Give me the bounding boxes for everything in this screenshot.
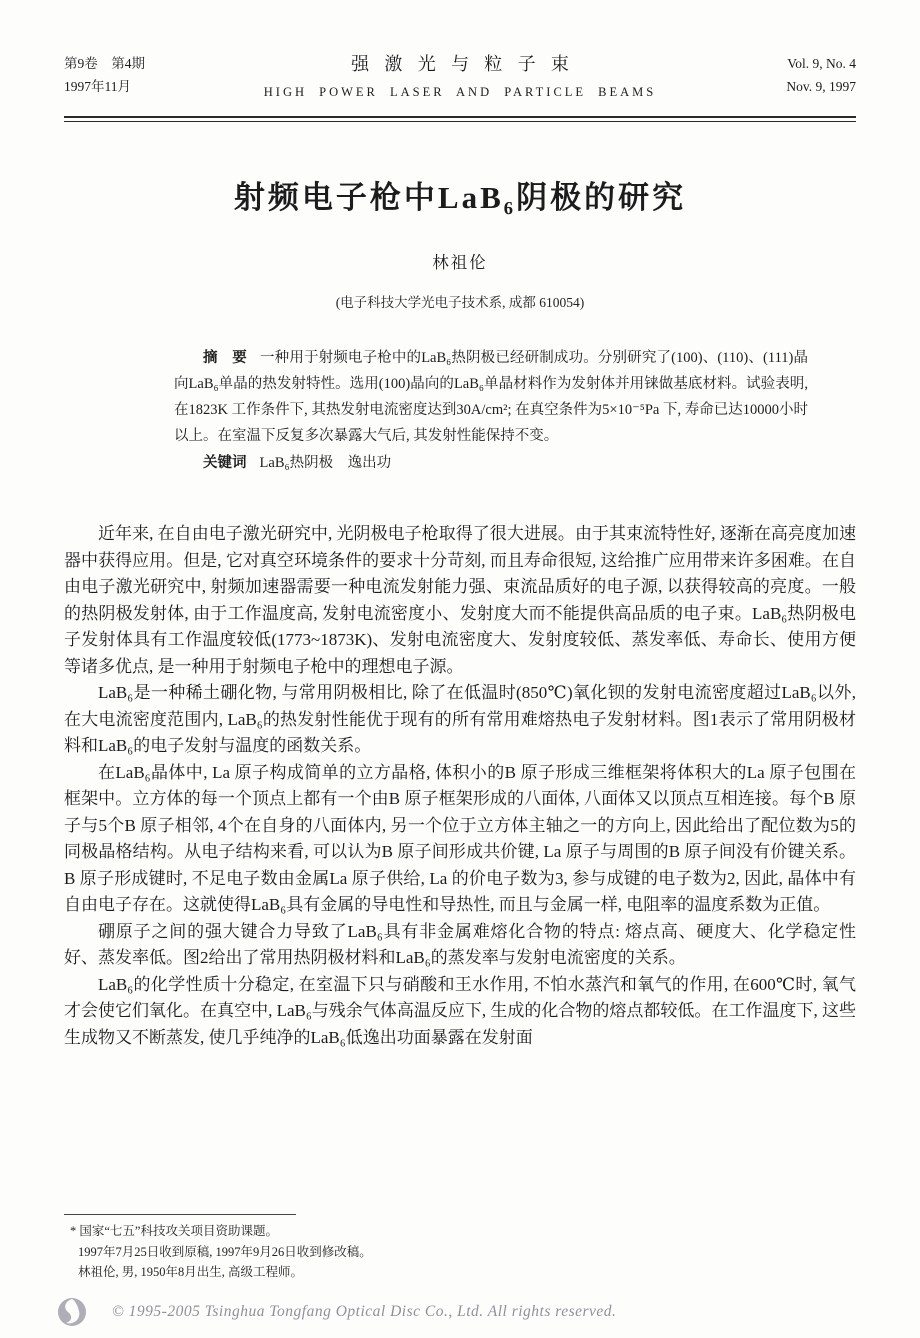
page-title: 射频电子枪中LaB₆阴极的研究 [233, 180, 687, 215]
header-volume-issue-cn [64, 52, 234, 98]
body-paragraph-2: LaB₆是一种稀土硼化物, 与常用阴极相比, 除了在低温时(850℃)氧化钡的发射电流密度超过LaB₆以外, 在大电流密度范围内, LaB₆的热发射性能优于现有的所有常用难熔热电子发射材料。图1表示了常用阴极材料和LaB₆的电子发射与温度的函数关系。 [64, 683, 856, 755]
abstract-text: 一种用于射频电子枪中的LaB₆热阴极已经研制成功。分别研究了(100)、(110)、(111)晶向LaB₆单晶的热发射特性。选用(100)晶向的LaB₆单晶材料作为发射体并用铼做基底材料。试验表明, 在1823K 工作条件下, 其热发射电流密度达到30A/cm²; 在真空条件为5×10⁻⁵Pa 下, 寿命已达10000小时以上。在室温下反复多次暴露大气后, 其发射性能保持不变。 [174, 350, 809, 444]
volume-issue-cn: 第9卷 第4期 [64, 56, 145, 71]
header-volume-issue-en [686, 52, 856, 98]
journal-header [64, 52, 856, 104]
journal-title-block [234, 52, 686, 104]
body-paragraph-1: 近年来, 在自由电子激光研究中, 光阴极电子枪取得了很大进展。由于其束流特性好, 逐渐在高亮度加速器中获得应用。但是, 它对真空环境条件的要求十分苛刻, 而且寿命很短, 这给推广应用带来许多困难。在自由电子激光研究中, 射频加速器需要一种电流发射能力强、束流品质好的电子源, 以获得较高的亮度。一般的热阴极发射体, 由于工作温度高, 发射电流密度小、发射度大而不能提供高品质的电子束。LaB₆热阴极电子发射体具有工作温度较低(1773~1873K)、发射电流密度大、发射度较低、蒸发率低、寿命长、使用方便等诸多优点, 是一种用于射频电子枪中的理想电子源。 [64, 524, 856, 676]
abstract-section [174, 345, 808, 476]
header-rule-thin [64, 121, 856, 122]
header-rule-thick [64, 116, 856, 118]
footnote-divider [64, 1214, 296, 1215]
publisher-footer [0, 1286, 920, 1338]
body-paragraph-5: LaB₆的化学性质十分稳定, 在室温下只与硝酸和王水作用, 不怕水蒸汽和氧气的作用, 在600℃时, 氧气才会使它们氧化。在真空中, LaB₆与残余气体高温反应下, 生成的化合物的熔点都较低。在工作温度下, 这些生成物又不断蒸发, 使几乎纯净的LaB₆低逸出功面暴露在发射面 [64, 974, 856, 1047]
author-affiliation: (电子科技大学光电子技术系, 成都 610054) [335, 295, 585, 310]
body-paragraph-3: 在LaB₆晶体中, La 原子构成简单的立方晶格, 体积小的B 原子形成三维框架将体积大的La 原子包围在框架中。立方体的每一个顶点上都有一个由B 原子框架形成的八面体, 八面体又以顶点互相连接。每个B 原子与5个B 原子相邻, 4个在自身的八面体内, 另一个位于立方体主轴之一的方向上, 因此给出了配位数为5的同极晶格结构。从电子结构来看, 可以认为B 原子间形成共价键, La 原子与周围的B 原子间没有价键关系。B 原子形成键时, 不足电子数由金属La 原子供给, La 的价电子数为3, 参与成键的电子数为2, 因此, 晶体中有自由电子存在。这就使得LaB₆具有金属的导电性和导热性, 而且与金属一样, 电阻率的温度系数为正值。 [64, 762, 856, 914]
keywords-line [174, 450, 808, 476]
date-en: Nov. 9, 1997 [786, 79, 856, 94]
journal-title-en: HIGH POWER LASER AND PARTICLE BEAMS [263, 85, 657, 99]
abstract-label: 摘 要 [203, 350, 247, 366]
copyright-text: © 1995-2005 Tsinghua Tongfang Optical Disc Co., Ltd. All rights reserved. [112, 1303, 617, 1320]
footnote-received-dates: 1997年7月25日收到原稿, 1997年9月26日收到修改稿。 [78, 1244, 372, 1259]
keywords-label: 关键词 [203, 455, 247, 471]
article-body [64, 521, 856, 1051]
footnote-author-bio: 林祖伦, 男, 1950年8月出生, 高级工程师。 [78, 1265, 304, 1279]
volume-issue-en: Vol. 9, No. 4 [787, 56, 856, 71]
date-cn: 1997年11月 [64, 79, 131, 94]
footnote-area [64, 1214, 856, 1283]
journal-title-cn: 强激光与粒子束 [351, 54, 585, 74]
abstract-paragraph [174, 345, 808, 449]
body-paragraph-4: 硼原子之间的强大键合力导致了LaB₆具有非金属难熔化合物的特点: 熔点高、硬度大、化学稳定性好、蒸发率低。图2给出了常用热阴极材料和LaB₆的蒸发率与发射电流密度的关系。 [64, 921, 856, 967]
author-name: 林祖伦 [432, 253, 488, 272]
publisher-logo-icon [56, 1296, 88, 1328]
footnote-funding: * 国家“七五”科技攻关项目资助课题。 [70, 1224, 278, 1238]
keywords-text: LaB₆热阴极 逸出功 [259, 455, 392, 471]
